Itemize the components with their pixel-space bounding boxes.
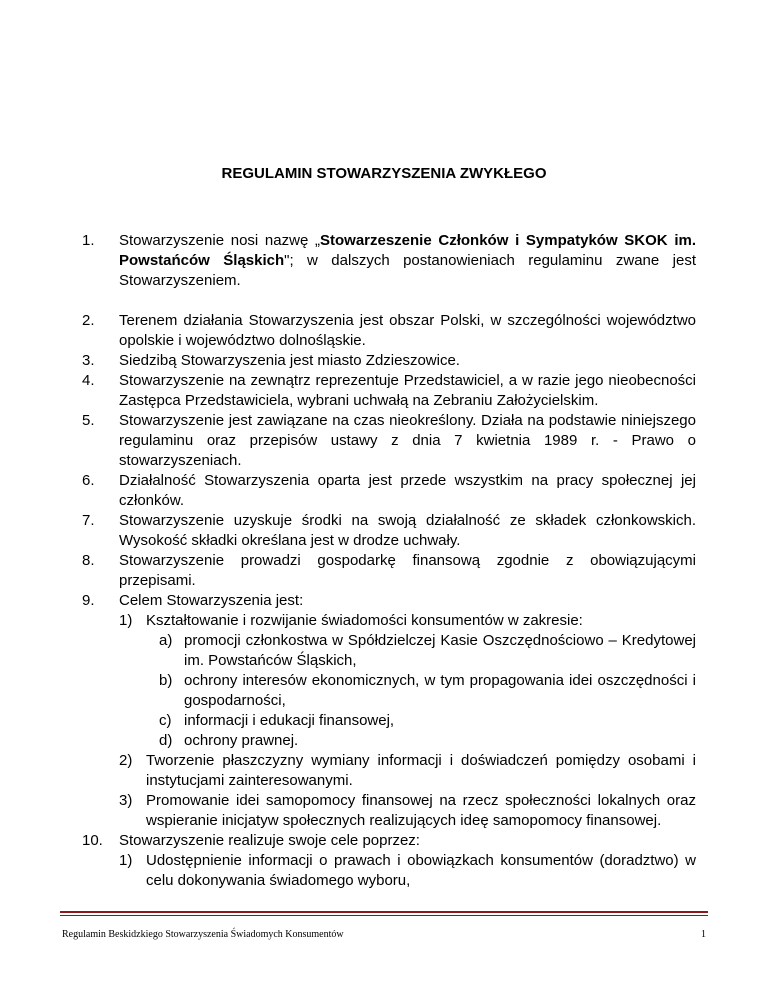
sub-item-number: 1) xyxy=(119,612,133,629)
list-item xyxy=(82,551,696,591)
item-text: Stowarzyszenie uzyskuje środki na swoją działalność ze składek członkowskich. Wysokość składki określana jest w drodze uchwały. xyxy=(119,512,696,549)
sub-item-text: Udostępnienie informacji o prawach i obowiązkach konsumentów (doradztwo) w celu dokonywania świadomego wyboru, xyxy=(146,852,696,889)
list-item xyxy=(82,371,696,411)
item-text-pre: Stowarzyszenie nosi nazwę „ xyxy=(119,232,320,249)
sub-item-number: 2) xyxy=(119,752,133,769)
document-body xyxy=(82,231,696,891)
item-number: 1. xyxy=(82,232,95,249)
list-item xyxy=(82,411,696,471)
item-text: Siedzibą Stowarzyszenia jest miasto Zdzieszowice. xyxy=(119,352,460,369)
sub-item-text: Kształtowanie i rozwijanie świadomości konsumentów w zakresie: xyxy=(146,612,583,629)
sub-item-number: 1) xyxy=(119,852,133,869)
list-item xyxy=(82,351,696,371)
footer-divider xyxy=(60,911,708,913)
sub-item-text: Tworzenie płaszczyzny wymiany informacji i doświadczeń pomiędzy osobami i instytucjami zainteresowanymi. xyxy=(146,752,696,789)
letter-item-text: informacji i edukacji finansowej, xyxy=(184,712,395,729)
item-text-post: "; w dalszych postanowieniach regulaminu zwane jest Stowarzyszeniem. xyxy=(119,252,696,289)
item-text: Terenem działania Stowarzyszenia jest obszar Polski, w szczególności województwo opolskie i województwo dolnośląskie. xyxy=(119,312,696,349)
list-item xyxy=(82,311,696,351)
item-number: 5. xyxy=(82,412,95,429)
item-text: Działalność Stowarzyszenia oparta jest przede wszystkim na pracy społecznej jej członków. xyxy=(119,472,696,509)
letter-item-marker: b) xyxy=(159,672,173,689)
sub-item-number: 3) xyxy=(119,792,133,809)
sub-item xyxy=(119,791,696,831)
item-number: 10. xyxy=(82,832,103,849)
letter-item-marker: a) xyxy=(159,632,173,649)
association-name: Stowarzeszenie Członków i Sympatyków SKOK im. Powstańców Śląskich xyxy=(119,232,697,269)
letter-item xyxy=(159,731,696,751)
letter-item xyxy=(159,631,696,671)
sub-item xyxy=(119,611,696,631)
letter-item-text: promocji członkostwa w Spółdzielczej Kasie Oszczędnościowo – Kredytowej im. Powstańców Śląskich, xyxy=(184,632,696,669)
sub-item-text: Promowanie idei samopomocy finansowej na rzecz społeczności lokalnych oraz wspieranie inicjatyw społecznych realizujących ideę samopomocy finansowej. xyxy=(146,792,696,829)
item-text: Stowarzyszenie jest zawiązane na czas nieokreślony. Działa na podstawie niniejszego regulaminu oraz przepisów ustawy z dnia 7 kwietnia 1989 r. - Prawo o stowarzyszeniach. xyxy=(119,412,696,469)
sub-item xyxy=(119,851,696,891)
item-number: 7. xyxy=(82,512,95,529)
sub-item xyxy=(119,751,696,791)
footer-text: Regulamin Beskidzkiego Stowarzyszenia Świadomych Konsumentów xyxy=(62,929,344,940)
letter-item-text: ochrony prawnej. xyxy=(184,732,299,749)
item-number: 4. xyxy=(82,372,95,389)
list-item xyxy=(82,511,696,551)
page-title: REGULAMIN STOWARZYSZENIA ZWYKŁEGO xyxy=(221,165,547,182)
list-item xyxy=(82,591,696,611)
list-item xyxy=(82,831,696,851)
letter-item xyxy=(159,711,696,731)
list-item xyxy=(82,231,696,291)
item-text: Celem Stowarzyszenia jest: xyxy=(119,592,304,609)
item-text xyxy=(119,231,696,291)
list-item xyxy=(82,471,696,511)
item-number: 3. xyxy=(82,352,95,369)
letter-item-text: ochrony interesów ekonomicznych, w tym propagowania idei oszczędności i gospodarności, xyxy=(184,672,696,709)
letter-item-marker: d) xyxy=(159,732,173,749)
letter-item-marker: c) xyxy=(159,712,172,729)
item-text: Stowarzyszenie realizuje swoje cele poprzez: xyxy=(119,832,420,849)
letter-item xyxy=(159,671,696,711)
item-number: 2. xyxy=(82,312,95,329)
footer-divider-thin xyxy=(60,915,708,916)
item-number: 6. xyxy=(82,472,95,489)
item-text: Stowarzyszenie prowadzi gospodarkę finansową zgodnie z obowiązującymi przepisami. xyxy=(119,552,696,589)
item-number: 9. xyxy=(82,592,95,609)
item-number: 8. xyxy=(82,552,95,569)
page-number: 1 xyxy=(701,929,706,940)
item-text: Stowarzyszenie na zewnątrz reprezentuje Przedstawiciel, a w razie jego nieobecności Zastępca Przedstawiciela, wybrani uchwałą na Zebraniu Założycielskim. xyxy=(119,372,696,409)
